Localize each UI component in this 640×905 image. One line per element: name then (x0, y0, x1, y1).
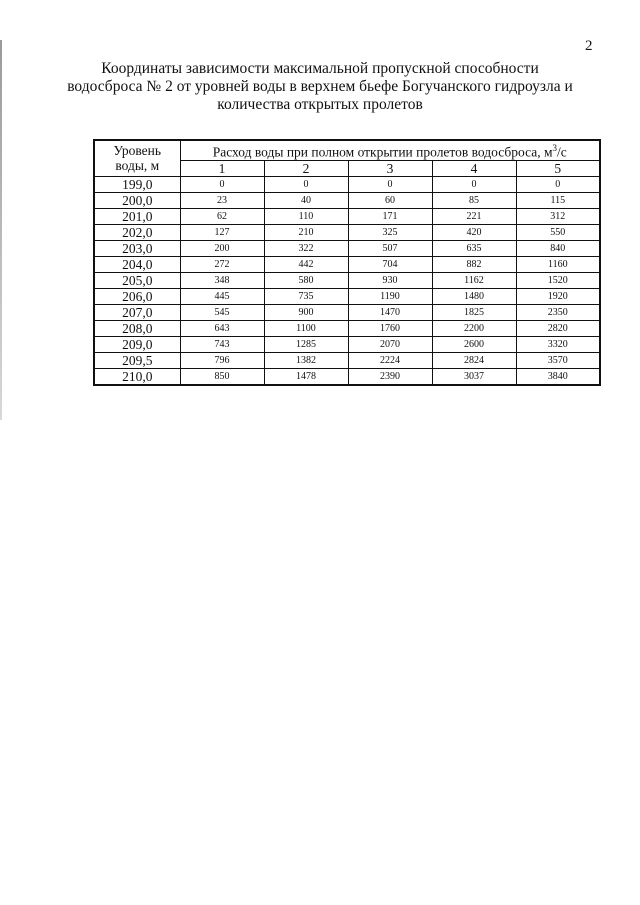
water-level-cell: 210,0 (94, 368, 180, 385)
water-level-cell: 202,0 (94, 224, 180, 240)
discharge-value-cell: 272 (180, 256, 264, 272)
discharge-value-cell: 850 (180, 368, 264, 385)
water-level-cell: 209,5 (94, 352, 180, 368)
span-count-header: 3 (348, 160, 432, 176)
water-level-cell: 204,0 (94, 256, 180, 272)
discharge-value-cell: 1162 (432, 272, 516, 288)
discharge-value-cell: 200 (180, 240, 264, 256)
discharge-value-cell: 0 (264, 176, 348, 192)
discharge-value-cell: 2200 (432, 320, 516, 336)
discharge-value-cell: 1190 (348, 288, 432, 304)
discharge-value-cell: 3320 (516, 336, 600, 352)
discharge-value-cell: 322 (264, 240, 348, 256)
discharge-value-cell: 3840 (516, 368, 600, 385)
water-level-cell: 201,0 (94, 208, 180, 224)
table-row (94, 336, 600, 352)
discharge-value-cell: 743 (180, 336, 264, 352)
water-level-cell: 206,0 (94, 288, 180, 304)
discharge-value-cell: 882 (432, 256, 516, 272)
level-column-header (94, 140, 180, 176)
discharge-value-cell: 110 (264, 208, 348, 224)
discharge-value-cell: 1520 (516, 272, 600, 288)
level-header-line1: Уровень (113, 143, 162, 159)
discharge-value-cell: 2350 (516, 304, 600, 320)
discharge-value-cell: 900 (264, 304, 348, 320)
title-line: водосброса № 2 от уровней воды в верхнем бьефе Богучанского гидроузла и (67, 78, 573, 95)
discharge-table (93, 139, 601, 386)
title-line: Координаты зависимости максимальной пропускной способности (101, 60, 539, 77)
discharge-value-cell: 1478 (264, 368, 348, 385)
discharge-value-cell: 2600 (432, 336, 516, 352)
discharge-value-cell: 1160 (516, 256, 600, 272)
discharge-value-cell: 0 (348, 176, 432, 192)
span-count-header: 5 (516, 160, 600, 176)
water-level-cell: 209,0 (94, 336, 180, 352)
discharge-value-cell: 735 (264, 288, 348, 304)
discharge-value-cell: 445 (180, 288, 264, 304)
level-header-line2: воды, м (115, 158, 160, 174)
discharge-value-cell: 312 (516, 208, 600, 224)
discharge-value-cell: 210 (264, 224, 348, 240)
discharge-value-cell: 2820 (516, 320, 600, 336)
table-row (94, 368, 600, 385)
discharge-value-cell: 0 (432, 176, 516, 192)
table-row (94, 176, 600, 192)
span-count-header: 4 (432, 160, 516, 176)
discharge-value-cell: 1382 (264, 352, 348, 368)
discharge-value-cell: 1920 (516, 288, 600, 304)
table-row (94, 352, 600, 368)
discharge-value-cell: 2224 (348, 352, 432, 368)
discharge-value-cell: 930 (348, 272, 432, 288)
flow-column-header (180, 140, 600, 160)
discharge-value-cell: 840 (516, 240, 600, 256)
discharge-value-cell: 221 (432, 208, 516, 224)
water-level-cell: 203,0 (94, 240, 180, 256)
flow-header-text: Расход воды при полном открытии пролетов водосброса, м (212, 144, 553, 160)
discharge-value-cell: 2390 (348, 368, 432, 385)
table-row (94, 240, 600, 256)
table-body (94, 176, 600, 385)
span-count-header: 1 (180, 160, 264, 176)
water-level-cell: 207,0 (94, 304, 180, 320)
discharge-value-cell: 325 (348, 224, 432, 240)
discharge-value-cell: 580 (264, 272, 348, 288)
title-line: количества открытых пролетов (217, 96, 423, 113)
table-row (94, 320, 600, 336)
discharge-value-cell: 1480 (432, 288, 516, 304)
discharge-value-cell: 0 (180, 176, 264, 192)
table-row (94, 272, 600, 288)
discharge-value-cell: 507 (348, 240, 432, 256)
flow-header-suffix: /с (557, 144, 567, 160)
span-count-header: 2 (264, 160, 348, 176)
discharge-value-cell: 796 (180, 352, 264, 368)
water-level-cell: 208,0 (94, 320, 180, 336)
discharge-value-cell: 2070 (348, 336, 432, 352)
discharge-value-cell: 1100 (264, 320, 348, 336)
flow-header-sup: 3 (552, 143, 558, 153)
discharge-value-cell: 420 (432, 224, 516, 240)
discharge-value-cell: 127 (180, 224, 264, 240)
discharge-value-cell: 3037 (432, 368, 516, 385)
discharge-value-cell: 348 (180, 272, 264, 288)
discharge-value-cell: 442 (264, 256, 348, 272)
discharge-value-cell: 545 (180, 304, 264, 320)
table-row (94, 192, 600, 208)
table-row (94, 208, 600, 224)
table-row (94, 256, 600, 272)
discharge-value-cell: 1470 (348, 304, 432, 320)
discharge-value-cell: 40 (264, 192, 348, 208)
discharge-value-cell: 704 (348, 256, 432, 272)
discharge-value-cell: 3570 (516, 352, 600, 368)
document-title (60, 60, 580, 114)
discharge-value-cell: 171 (348, 208, 432, 224)
discharge-value-cell: 1825 (432, 304, 516, 320)
discharge-value-cell: 85 (432, 192, 516, 208)
table-row (94, 288, 600, 304)
discharge-value-cell: 550 (516, 224, 600, 240)
discharge-value-cell: 2824 (432, 352, 516, 368)
water-level-cell: 199,0 (94, 176, 180, 192)
discharge-value-cell: 0 (516, 176, 600, 192)
discharge-value-cell: 1760 (348, 320, 432, 336)
discharge-value-cell: 635 (432, 240, 516, 256)
water-level-cell: 205,0 (94, 272, 180, 288)
water-level-cell: 200,0 (94, 192, 180, 208)
page-number: 2 (585, 38, 593, 54)
discharge-value-cell: 643 (180, 320, 264, 336)
discharge-value-cell: 62 (180, 208, 264, 224)
discharge-value-cell: 60 (348, 192, 432, 208)
discharge-value-cell: 1285 (264, 336, 348, 352)
table-row (94, 304, 600, 320)
table-row (94, 224, 600, 240)
discharge-value-cell: 115 (516, 192, 600, 208)
discharge-value-cell: 23 (180, 192, 264, 208)
scan-edge-mark (0, 40, 2, 420)
